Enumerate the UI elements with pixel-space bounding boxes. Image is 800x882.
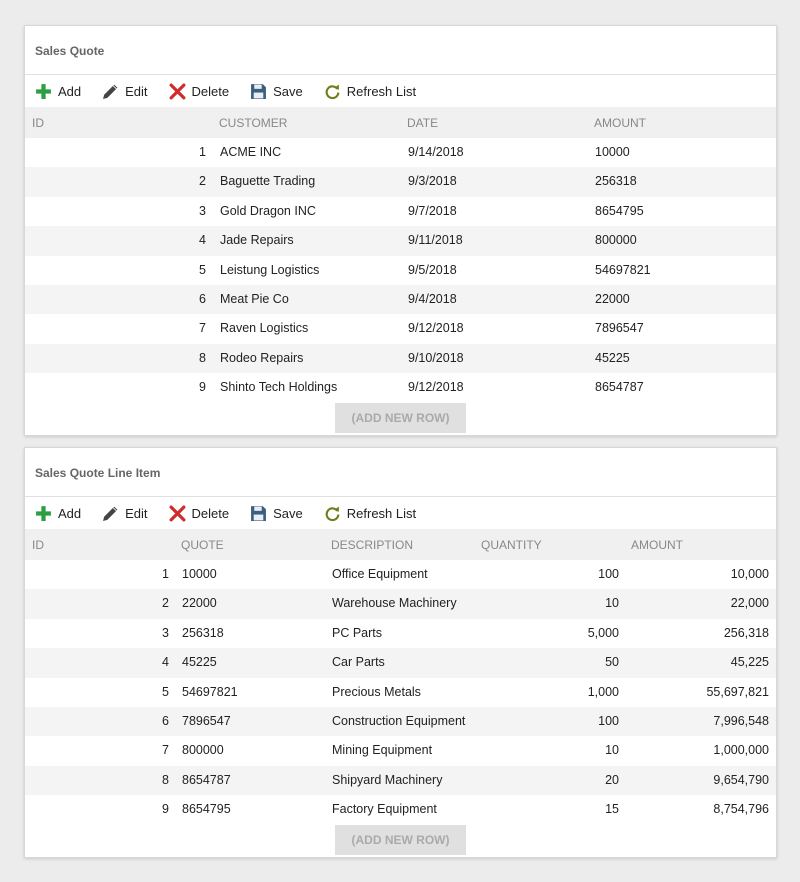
add-new-row-button[interactable]: (ADD NEW ROW) [335, 403, 466, 433]
add-button[interactable] [35, 83, 81, 100]
cell-description: Office Equipment [332, 567, 428, 581]
cell-description: Warehouse Machinery [332, 596, 457, 611]
table-row[interactable] [25, 373, 776, 402]
table-row[interactable] [25, 226, 776, 255]
cell-quote: 22000 [182, 596, 217, 611]
cell-quantity: 100 [598, 567, 619, 581]
cell-amount: 256,318 [723, 625, 769, 640]
table-row[interactable] [25, 560, 776, 589]
cell-id: 3 [199, 203, 206, 218]
cell-customer: Jade Repairs [220, 233, 294, 248]
panel-title: Sales Quote [25, 26, 776, 75]
cell-amount: 7896547 [595, 321, 644, 336]
cell-date: 9/10/2018 [408, 350, 464, 365]
cell-quantity: 10 [605, 596, 619, 611]
save-button-label: Save [273, 83, 303, 99]
cell-amount: 10000 [595, 145, 630, 159]
cell-quantity: 15 [605, 802, 619, 817]
cell-customer: ACME INC [220, 145, 282, 159]
column-header-amount[interactable]: AMOUNT [594, 116, 646, 130]
cell-date: 9/4/2018 [408, 291, 457, 306]
toolbar [25, 75, 776, 107]
cell-description: PC Parts [332, 625, 383, 640]
cell-customer: Leistung Logistics [220, 262, 320, 277]
column-header-id[interactable]: ID [32, 538, 44, 552]
column-header-amount[interactable]: AMOUNT [631, 538, 683, 552]
cell-amount: 8654795 [595, 203, 644, 218]
cell-quote: 8654787 [182, 772, 231, 787]
cell-amount: 55,697,821 [706, 684, 769, 699]
cell-quantity: 100 [598, 713, 619, 728]
table-row[interactable] [25, 795, 776, 824]
cell-id: 2 [162, 596, 169, 611]
cell-date: 9/12/2018 [408, 380, 464, 395]
refresh-icon [324, 83, 341, 100]
cell-customer: Baguette Trading [220, 174, 316, 189]
cell-amount: 22,000 [730, 596, 769, 611]
table-row[interactable] [25, 678, 776, 707]
cell-id: 1 [162, 567, 169, 581]
cell-quantity: 50 [605, 655, 619, 670]
cell-id: 5 [162, 684, 169, 699]
plus-icon [35, 83, 52, 100]
refresh-icon [324, 505, 341, 522]
cell-quantity: 5,000 [587, 625, 619, 640]
delete-button-label: Delete [191, 505, 230, 521]
cell-id: 7 [162, 743, 169, 758]
table-row[interactable] [25, 314, 776, 343]
table-row[interactable] [25, 707, 776, 736]
grid-header [25, 107, 776, 138]
sales-quote-panel [24, 25, 777, 436]
cell-id: 8 [162, 772, 169, 787]
add-button-label: Add [58, 505, 82, 521]
table-row[interactable] [25, 344, 776, 373]
panel-title: Sales Quote Line Item [25, 448, 776, 497]
table-row[interactable] [25, 285, 776, 314]
column-header-quote[interactable]: QUOTE [181, 538, 224, 552]
cell-id: 9 [199, 380, 206, 395]
cell-date: 9/12/2018 [408, 321, 464, 336]
cell-quantity: 10 [605, 743, 619, 758]
table-row[interactable] [25, 589, 776, 618]
cell-quantity: 20 [605, 772, 619, 787]
cell-date: 9/11/2018 [408, 233, 463, 248]
cell-date: 9/7/2018 [408, 203, 457, 218]
floppy-disk-icon [250, 505, 267, 522]
cell-id: 9 [162, 802, 169, 817]
edit-button-label: Edit [125, 505, 148, 521]
cell-quantity: 1,000 [587, 684, 619, 699]
save-button[interactable] [250, 83, 303, 100]
cell-description: Car Parts [332, 655, 385, 670]
column-header-description[interactable]: DESCRIPTION [331, 538, 414, 552]
cell-amount: 8,754,796 [713, 802, 769, 817]
cell-amount: 9,654,790 [713, 772, 769, 787]
cell-amount: 800000 [595, 233, 637, 248]
cell-description: Factory Equipment [332, 802, 437, 817]
cell-id: 5 [199, 262, 206, 277]
table-row[interactable] [25, 736, 776, 765]
refresh-list-button[interactable] [324, 83, 416, 100]
table-row[interactable] [25, 197, 776, 226]
edit-button-label: Edit [125, 83, 148, 99]
cell-amount: 1,000,000 [713, 743, 769, 758]
cell-description: Construction Equipment [332, 713, 466, 728]
cell-id: 7 [199, 321, 206, 336]
grid-body [25, 138, 776, 403]
save-button[interactable] [250, 505, 303, 522]
cell-id: 2 [199, 174, 206, 189]
delete-button-label: Delete [191, 83, 230, 99]
sales-quote-line-item-panel [24, 447, 777, 858]
table-row[interactable] [25, 167, 776, 196]
cell-description: Shipyard Machinery [332, 772, 443, 787]
cell-amount: 45225 [595, 350, 630, 365]
delete-button[interactable] [169, 505, 230, 522]
x-icon [169, 83, 186, 100]
column-header-id[interactable]: ID [32, 116, 44, 130]
cell-id: 1 [199, 145, 206, 159]
pencil-icon [102, 83, 119, 100]
cell-description: Mining Equipment [332, 743, 433, 758]
cell-customer: Shinto Tech Holdings [220, 380, 338, 395]
cell-customer: Meat Pie Co [220, 291, 289, 306]
cell-date: 9/5/2018 [408, 262, 457, 277]
table-row[interactable] [25, 138, 776, 167]
cell-quote: 7896547 [182, 713, 231, 728]
cell-quote: 45225 [182, 655, 217, 670]
x-icon [169, 505, 186, 522]
cell-id: 6 [162, 713, 169, 728]
cell-id: 4 [199, 233, 206, 248]
table-row[interactable] [25, 619, 776, 648]
cell-amount: 256318 [595, 174, 637, 189]
refresh-list-button-label: Refresh List [346, 83, 417, 99]
cell-amount: 8654787 [595, 380, 644, 395]
table-row[interactable] [25, 648, 776, 677]
cell-quote: 800000 [182, 743, 224, 758]
edit-button[interactable] [102, 505, 147, 522]
cell-amount: 10,000 [730, 567, 769, 581]
add-new-row-button[interactable]: (ADD NEW ROW) [335, 825, 466, 855]
cell-customer: Gold Dragon INC [220, 203, 316, 218]
column-header-date[interactable]: DATE [407, 116, 439, 130]
table-row[interactable] [25, 766, 776, 795]
cell-date: 9/3/2018 [408, 174, 457, 189]
table-row[interactable] [25, 256, 776, 285]
column-header-customer[interactable]: CUSTOMER [219, 116, 288, 130]
cell-id: 4 [162, 655, 169, 670]
column-header-quantity[interactable]: QUANTITY [481, 538, 542, 552]
add-button[interactable] [35, 505, 81, 522]
cell-description: Precious Metals [332, 684, 421, 699]
pencil-icon [102, 505, 119, 522]
cell-date: 9/14/2018 [408, 145, 464, 159]
cell-id: 6 [199, 291, 206, 306]
grid-body [25, 560, 776, 825]
cell-quote: 256318 [182, 625, 224, 640]
delete-button[interactable] [169, 83, 230, 100]
cell-id: 8 [199, 350, 206, 365]
cell-quote: 8654795 [182, 802, 231, 817]
cell-amount: 22000 [595, 291, 630, 306]
plus-icon [35, 505, 52, 522]
cell-amount: 45,225 [730, 655, 769, 670]
cell-quote: 54697821 [182, 684, 238, 699]
refresh-list-button[interactable] [324, 505, 416, 522]
refresh-list-button-label: Refresh List [346, 505, 417, 521]
cell-customer: Raven Logistics [220, 321, 309, 336]
toolbar [25, 497, 776, 529]
grid-header [25, 529, 776, 560]
cell-id: 3 [162, 625, 169, 640]
add-button-label: Add [58, 83, 82, 99]
cell-quote: 10000 [182, 567, 217, 581]
cell-customer: Rodeo Repairs [220, 350, 304, 365]
floppy-disk-icon [250, 83, 267, 100]
edit-button[interactable] [102, 83, 147, 100]
cell-amount: 7,996,548 [713, 713, 769, 728]
cell-amount: 54697821 [595, 262, 651, 277]
save-button-label: Save [273, 505, 303, 521]
